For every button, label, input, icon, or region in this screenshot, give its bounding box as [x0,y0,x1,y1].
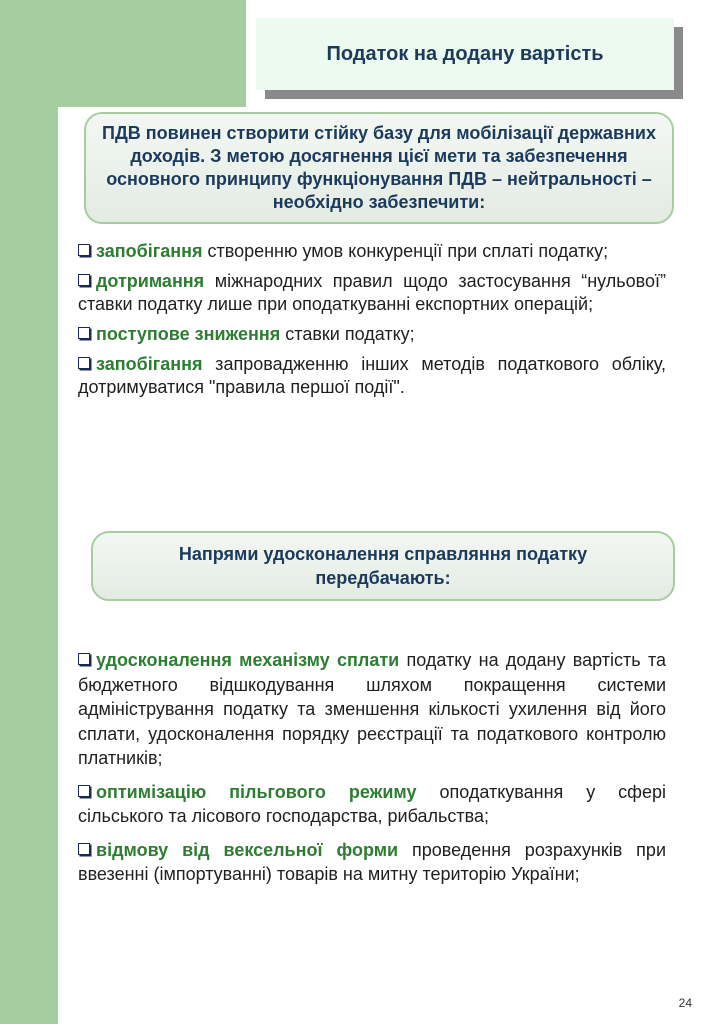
item-text: запровадженню інших методів податкового обліку, дотримуватися "правила першої події". [78,354,666,397]
top-decor-band [0,0,246,107]
intro-callout-text: ПДВ повинен створити стійку базу для мобілізації державних доходів. З метою досягнення цієї мети та забезпечення основного принципу функціонування ПДВ – нейтральності – необхідно забезпечити: [102,123,656,212]
checkbox-bullet-icon [78,843,90,855]
item-keyword: дотримання [96,271,205,291]
item-text: податку на додану вартість та бюджетного відшкодування шляхом покращення системи адміністрування податку та зменшення кількості ухилення від його сплати, удосконалення порядку реєстрації та податкового контролю платників; [78,650,666,768]
item-keyword: відмову від вексельної форми [96,839,399,860]
list-item [78,353,666,399]
item-text: проведення розрахунків при ввезенні (імпортуванні) товарів на митну територію України; [78,839,666,884]
list-item [78,240,666,263]
checkbox-bullet-icon [78,327,90,339]
title-box [256,18,674,90]
item-keyword: запобігання [96,354,203,374]
checkbox-bullet-icon [78,274,90,286]
list-item [78,270,666,316]
list-item [78,648,666,771]
item-text: оподаткування у сфері сільського та лісового господарства, рибальства; [78,781,666,826]
left-decor-band [0,0,58,1024]
requirements-list [78,240,666,406]
directions-callout-text: Напрями удосконалення справляння податку передбачають: [178,544,588,588]
item-keyword: запобігання [96,241,203,261]
item-keyword: поступове зниження [96,324,281,344]
list-item [78,780,666,829]
checkbox-bullet-icon [78,785,90,797]
page-number: 24 [678,996,692,1010]
list-item [78,323,666,346]
item-text: ставки податку; [280,324,415,344]
list-item [78,838,666,887]
page-title: Податок на додану вартість [326,42,604,65]
checkbox-bullet-icon [78,244,90,256]
directions-callout [91,531,675,601]
item-keyword: удосконалення механізму сплати [96,650,400,670]
checkbox-bullet-icon [78,357,90,369]
intro-callout [84,112,674,224]
checkbox-bullet-icon [78,653,90,665]
item-text: міжнародних правил щодо застосування “нульової” ставки податку лише при оподаткуванні експортних операцій; [78,271,666,314]
directions-list [78,648,666,896]
item-text: створенню умов конкуренції при сплаті податку; [202,241,609,261]
item-keyword: оптимізацію пільгового режиму [96,781,417,802]
